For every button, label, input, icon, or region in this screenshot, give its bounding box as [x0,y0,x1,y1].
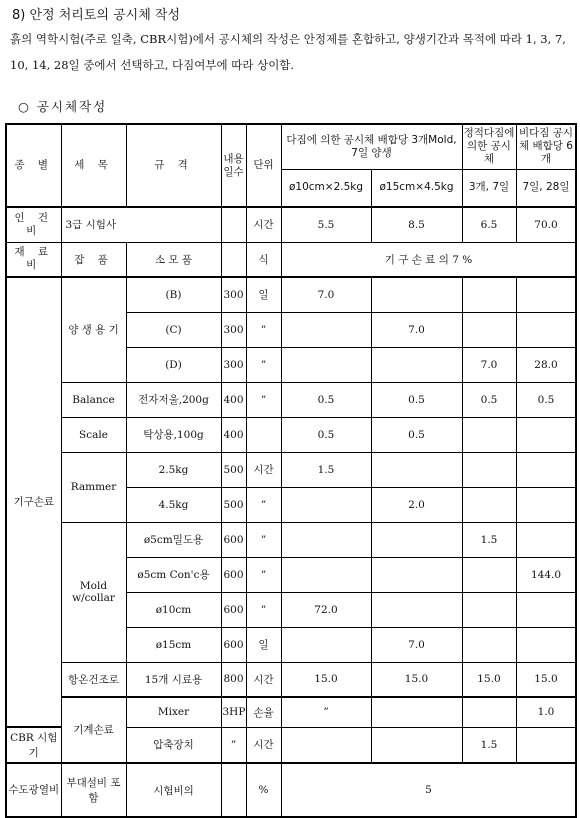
cell-days: 300 [221,277,246,312]
cell-value: 144.0 [516,557,576,592]
cell-unit: 시간 [246,662,281,697]
cell-spec: ø5cm밀도용 [126,522,221,557]
cell-value: 0.5 [371,382,462,417]
cell-value: 72.0 [281,592,371,627]
cell-unit: ” [281,697,371,727]
cell-spec: ø15cm [126,627,221,662]
cell-value: 1.5 [281,452,371,487]
header-spec: 규 격 [126,124,221,207]
cell-value: 1.5 [462,522,516,557]
cell-value: 15.0 [516,662,576,697]
cell-value: 0.5 [281,417,371,452]
material-spec: 소 모 품 [126,242,221,277]
oven-item: 항온건조로 [61,662,126,697]
cell-spec: (C) [126,312,221,347]
cell-value: 28.0 [516,347,576,382]
cat-tool-wear: 기구손료 [6,277,61,727]
cell-value: 7.0 [371,312,462,347]
cell-spec: ø5cm Con'c용 [126,557,221,592]
cell-value: 0.5 [281,382,371,417]
header-sub-15cm: ø15cm×4.5kg [371,169,462,207]
cell-unit: 시간 [246,452,281,487]
scale-item: Scale [61,417,126,452]
cell-value: 0.5 [371,417,462,452]
intro-paragraph: 흙의 역학시험(주로 일축, CBR시험)에서 공시체의 작성은 안정제를 혼합하고, 양생기간과 목적에 따라 1, 3, 7, 10, 14, 28일 중에서 선택하고, 다짐여부에 따라 상이함. [10,32,566,72]
cell-value: 1.5 [462,727,516,763]
cell-unit: ” [246,312,281,347]
cell-value: 2.0 [371,487,462,522]
cell-spec: 3HP [221,697,246,727]
cell-days: 300 [221,312,246,347]
material-note: 기 구 손 료 의 7 % [281,242,576,277]
cell-value: 70.0 [516,207,576,242]
cell-days: 800 [221,662,246,697]
cell-unit: 일 [246,277,281,312]
cell-days: 600 [221,627,246,662]
header-unit: 단위 [246,124,281,207]
cell-unit: ” [246,347,281,382]
cat-material: 재 료 비 [6,242,61,277]
cell-spec: 전자저울,200g [126,382,221,417]
cell-spec: ø10cm [126,592,221,627]
header-days: 내용일수 [221,124,246,207]
cell-value: 1.0 [516,697,576,727]
cell-spec: (B) [126,277,221,312]
cell-value: 7.0 [281,277,371,312]
cat-machine-wear: 기계손료 [61,697,126,763]
balance-item: Balance [61,382,126,417]
cell-value: 0.5 [516,382,576,417]
cell-unit: ” [246,522,281,557]
cat-utility: 수도광열비 [6,763,61,817]
cell-value: 15.0 [371,662,462,697]
cell-spec: 압축장치 [126,727,221,763]
header-compacted: 다짐에 의한 공시체 배합당 3개Mold, 7일 양생 [281,124,462,169]
cell-days: ” [221,727,246,763]
cell-value: 6.5 [462,207,516,242]
header-sub-static: 3개, 7일 [462,169,516,207]
cat-labor: 인 건 비 [6,207,61,242]
header-static: 정적다짐에 의한 공시체 [462,124,516,169]
labor-item: 3급 시험사 [61,207,221,242]
utility-item: 부대설비 포함 [61,763,126,817]
material-unit: 식 [246,242,281,277]
cell-spec: 탁상용,100g [126,417,221,452]
cell-days: 500 [221,452,246,487]
cell-days: 600 [221,557,246,592]
section-heading: 8) 안정 처리토의 공시체 작성 [12,8,181,23]
cell-days: 600 [221,522,246,557]
mixer-item: Mixer [126,697,221,727]
cell-days: 400 [221,417,246,452]
rammer-item: Rammer [61,452,126,522]
cell-days: 300 [221,347,246,382]
cell-value: 8.5 [371,207,462,242]
cell-value: 15.0 [281,662,371,697]
cell-value: 15.0 [462,662,516,697]
cbr-item: CBR 시험기 [6,727,61,763]
cell-days: 400 [221,382,246,417]
cell-spec: (D) [126,347,221,382]
mold-item: Mold w/collar [61,522,126,662]
labor-unit: 시간 [246,207,281,242]
cell-spec: 2.5kg [126,452,221,487]
cell-unit: ” [246,557,281,592]
header-noncompacted: 비다짐 공시체 배합당 6개 [516,124,576,169]
cell-value: 5.5 [281,207,371,242]
header-sub-10cm: ø10cm×2.5kg [281,169,371,207]
cell-spec: 4.5kg [126,487,221,522]
specimen-cost-table [5,123,577,818]
cell-days: 600 [221,592,246,627]
material-item: 잡 품 [61,242,126,277]
cell-unit: ” [246,592,281,627]
header-category: 종 별 [6,124,61,207]
cell-unit: 일 [246,627,281,662]
utility-value: 5 [281,763,576,817]
header-sub-noncompacted: 7일, 28일 [516,169,576,207]
cell-value: 0.5 [462,382,516,417]
table-subheading: ○ 공시체작성 [18,99,108,114]
cell-unit: ” [246,487,281,522]
utility-spec: 시험비의 [126,763,221,817]
cell-days: 500 [221,487,246,522]
cell-unit: 손율 [246,697,281,727]
utility-unit: % [246,763,281,817]
header-item: 세 목 [61,124,126,207]
cell-value: 7.0 [462,347,516,382]
cell-unit: 시간 [246,727,281,763]
cell-value: 7.0 [371,627,462,662]
curing-item: 양 생 용 기 [61,277,126,382]
cell-unit: ” [246,382,281,417]
cell-spec: 15개 시료용 [126,662,221,697]
